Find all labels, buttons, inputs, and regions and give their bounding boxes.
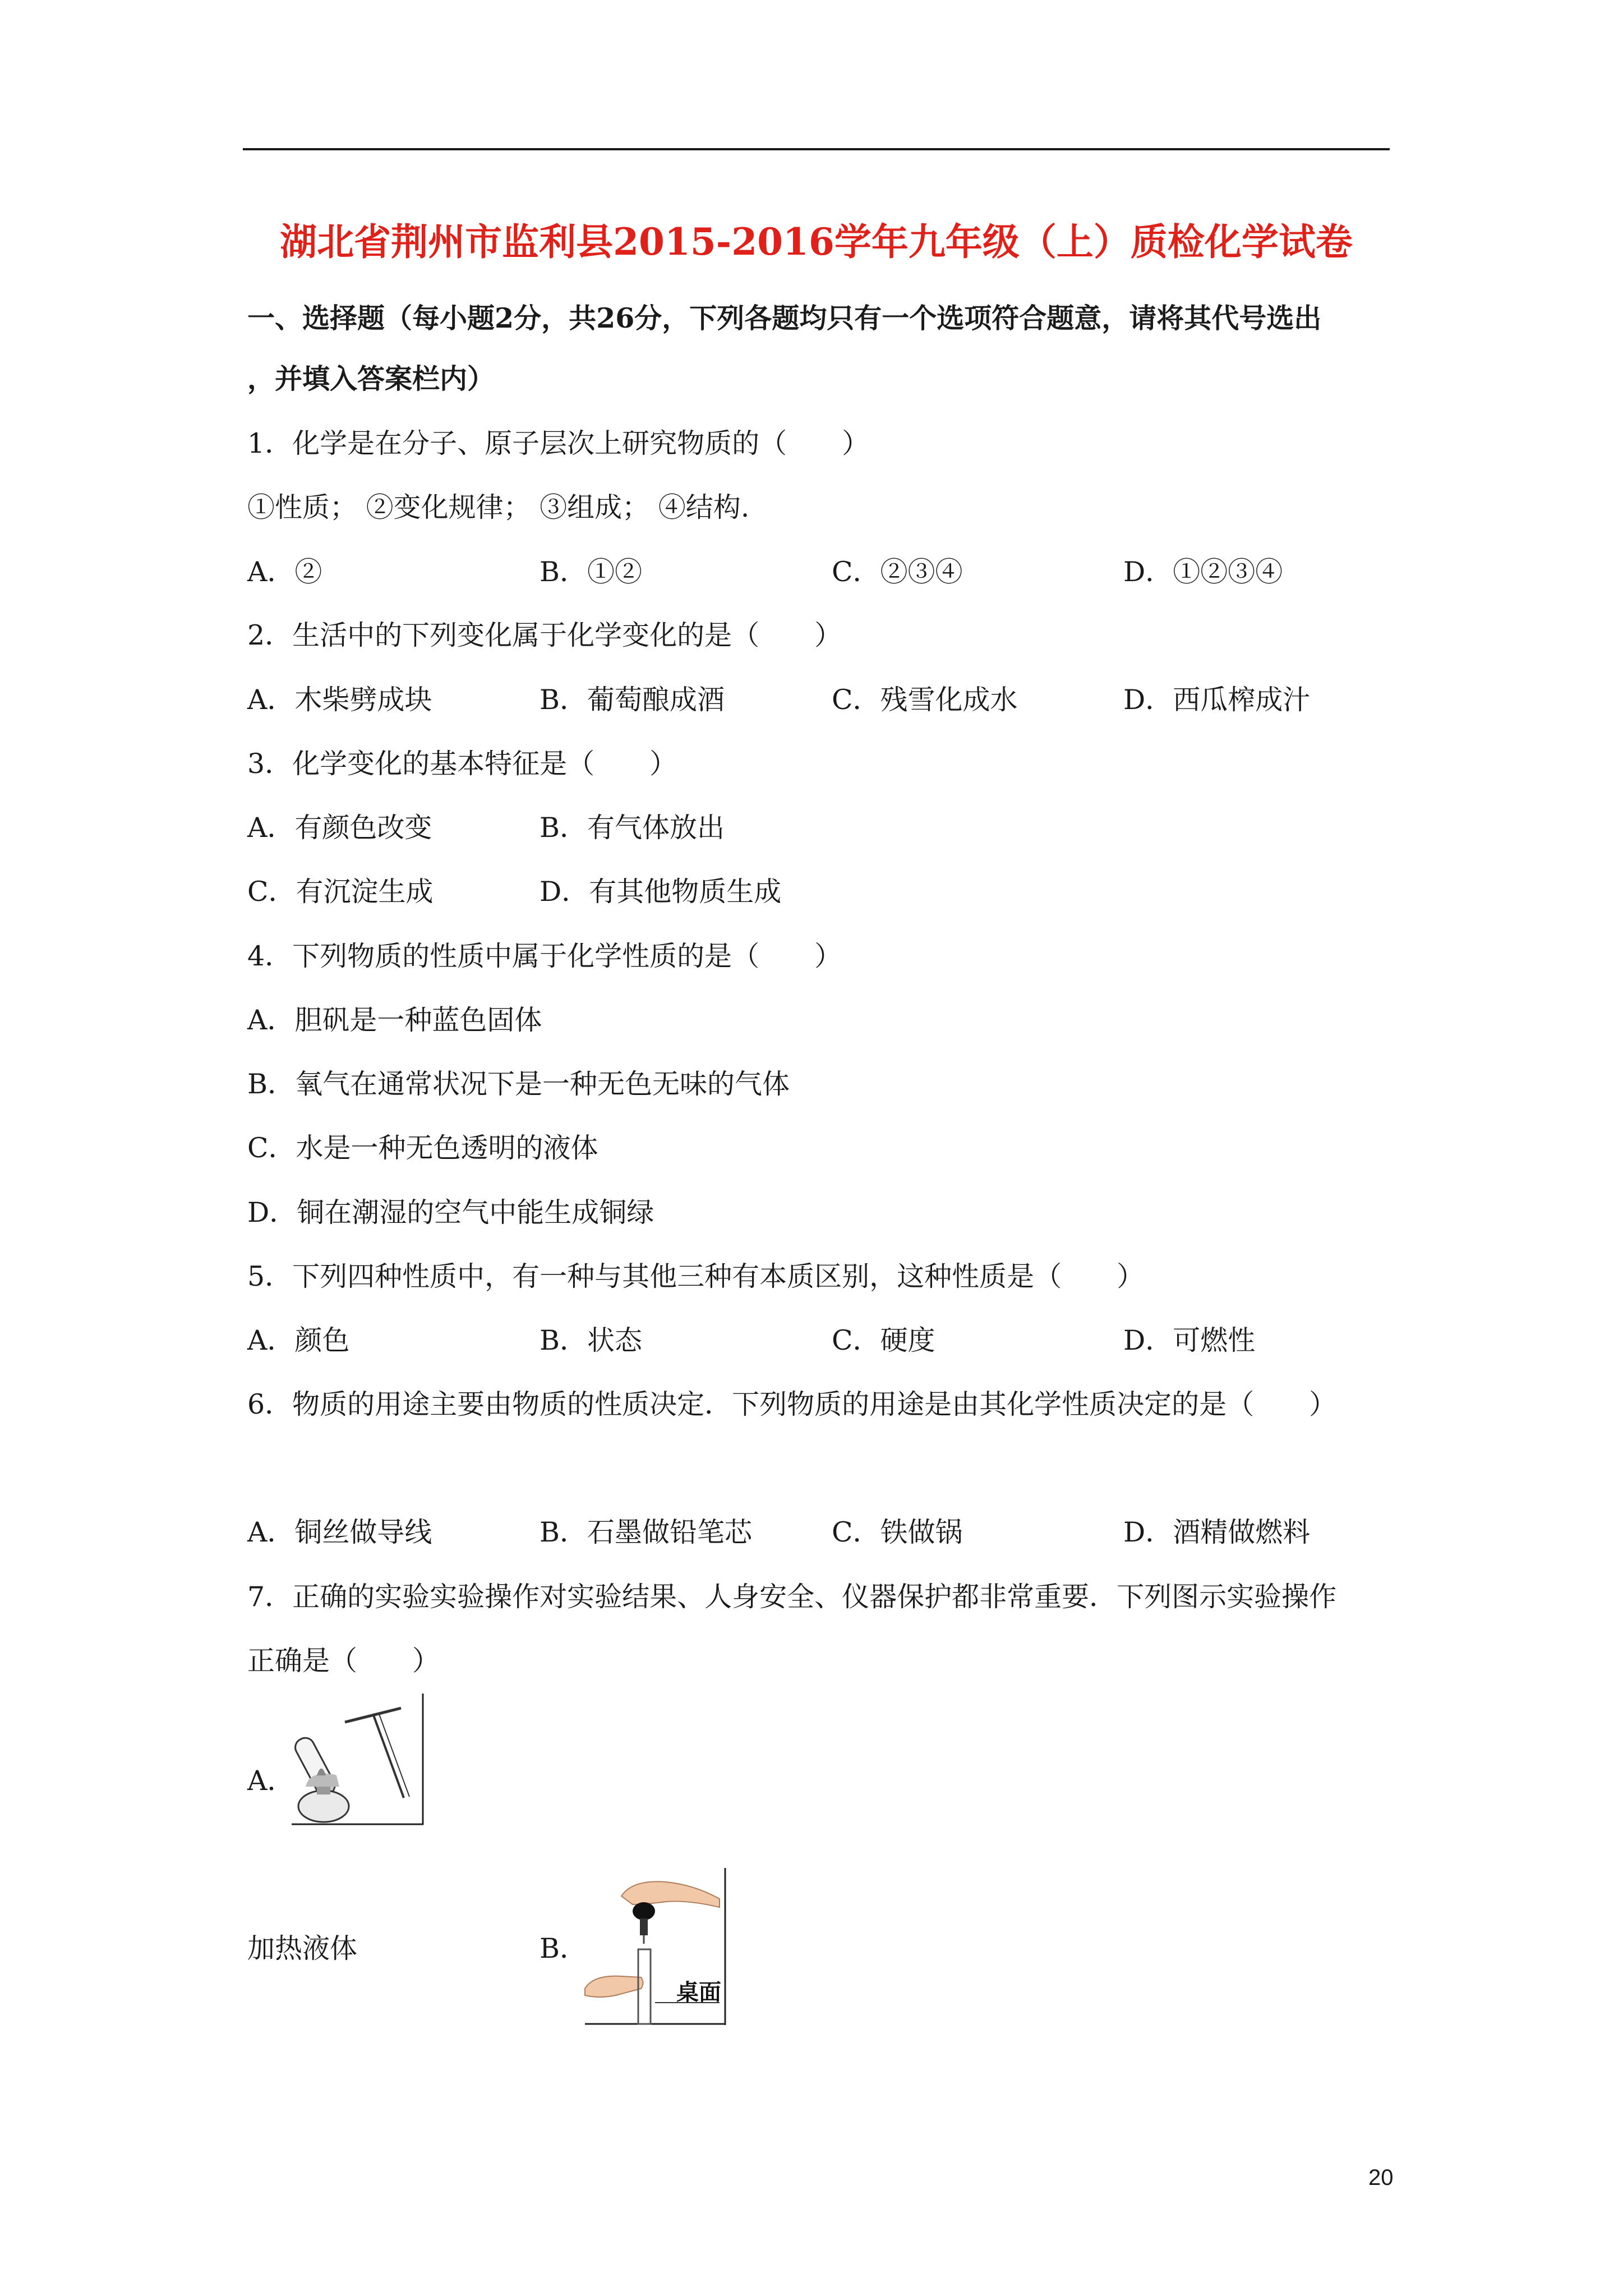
q1-option-b: B．①② xyxy=(540,556,643,588)
q2-option-b: B．葡萄酿成酒 xyxy=(540,684,725,716)
section-heading-line1: 一、选择题（每小题2分，共26分，下列各题均只有一个选项符合题意，请将其代号选出 xyxy=(247,302,1322,334)
q2-option-d: D．西瓜榨成汁 xyxy=(1123,684,1311,716)
q1-stem: 1．化学是在分子、原子层次上研究物质的（ ） xyxy=(247,427,870,459)
heating-liquid-figure xyxy=(289,1691,426,1826)
q6-option-b: B．石墨做铅笔芯 xyxy=(540,1516,753,1548)
q3-option-a: A．有颜色改变 xyxy=(247,812,432,844)
q1-option-a: A．② xyxy=(247,556,322,588)
q1-option-d: D．①②③④ xyxy=(1123,556,1283,588)
desk-surface-label: 桌面 xyxy=(676,1980,721,2005)
q3-option-c: C．有沉淀生成 xyxy=(247,876,434,908)
q4-option-b: B．氧气在通常状况下是一种无色无味的气体 xyxy=(247,1068,790,1100)
q5-option-d: D．可燃性 xyxy=(1123,1324,1256,1356)
q5-option-a: A．颜色 xyxy=(247,1324,350,1356)
header-rule xyxy=(243,148,1390,150)
q3-stem: 3．化学变化的基本特征是（ ） xyxy=(247,748,677,780)
q2-stem: 2．生活中的下列变化属于化学变化的是（ ） xyxy=(247,619,842,651)
q6-option-c: C．铁做锅 xyxy=(832,1516,963,1548)
section-heading-line2: ，并填入答案栏内） xyxy=(247,362,495,395)
q7-stem-line1: 7．正确的实验实验操作对实验结果、人身安全、仪器保护都非常重要．下列图示实验操作 xyxy=(247,1581,1337,1613)
q7-option-a-caption: 加热液体 xyxy=(247,1932,358,1964)
q5-option-b: B．状态 xyxy=(540,1324,643,1356)
q2-option-c: C．残雪化成水 xyxy=(832,684,1018,716)
q4-stem: 4．下列物质的性质中属于化学性质的是（ ） xyxy=(247,940,842,972)
q3-option-d: D．有其他物质生成 xyxy=(540,876,782,908)
page-number: 20 xyxy=(1368,2165,1394,2190)
q1-option-c: C．②③④ xyxy=(832,556,963,588)
q6-option-a: A．铜丝做导线 xyxy=(247,1516,432,1548)
q4-option-c: C．水是一种无色透明的液体 xyxy=(247,1132,598,1164)
q5-option-c: C．硬度 xyxy=(832,1324,935,1356)
q7-option-a-label: A． xyxy=(247,1765,295,1797)
q5-stem: 5．下列四种性质中，有一种与其他三种有本质区别，这种性质是（ ） xyxy=(247,1260,1145,1292)
q6-stem: 6．物质的用途主要由物质的性质决定．下列物质的用途是由其化学性质决定的是（ ） xyxy=(247,1388,1337,1420)
q7-stem-line2: 正确是（ ） xyxy=(247,1645,440,1677)
q1-sub: ①性质； ②变化规律； ③组成； ④结构. xyxy=(247,491,750,523)
q4-option-a: A．胆矾是一种蓝色固体 xyxy=(247,1004,542,1036)
q4-option-d: D．铜在潮湿的空气中能生成铜绿 xyxy=(247,1197,654,1228)
q7-option-b-label: B． xyxy=(540,1932,588,1964)
page-title: 湖北省荆州市监利县2015-2016学年九年级（上）质检化学试卷 xyxy=(280,220,1353,264)
dropper-figure xyxy=(582,1865,728,2028)
q2-option-a: A．木柴劈成块 xyxy=(247,684,432,716)
q3-option-b: B．有气体放出 xyxy=(540,812,725,844)
q6-option-d: D．酒精做燃料 xyxy=(1123,1516,1311,1548)
